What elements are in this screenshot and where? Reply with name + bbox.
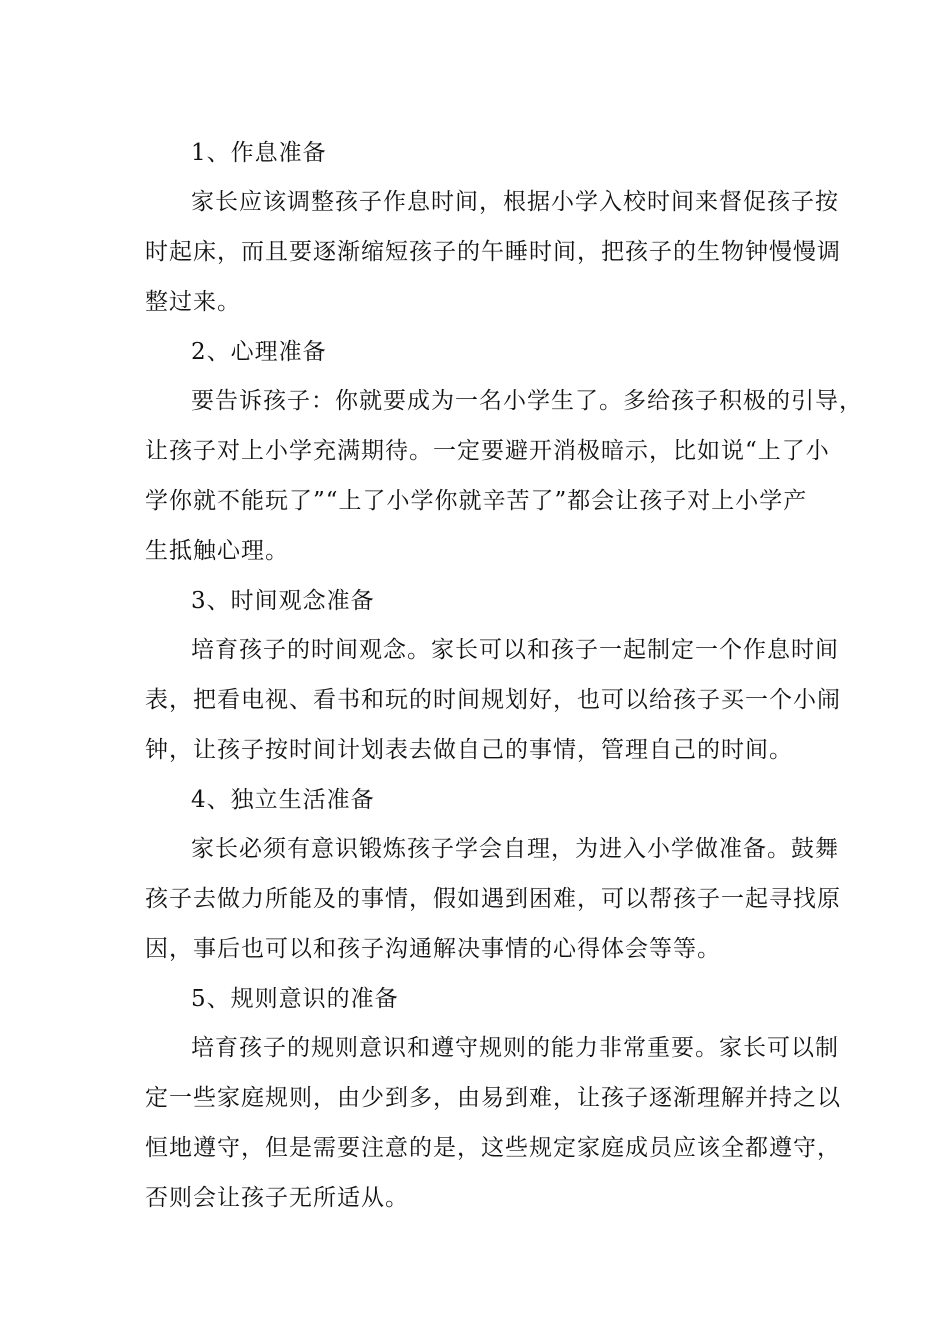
section-heading: 1、作息准备 [191,140,327,166]
paragraph-line: 时起床，而且要逐渐缩短孩子的午睡时间，把孩子的生物钟慢慢调 [145,239,841,265]
paragraph-line: 孩子去做力所能及的事情，假如遇到困难，可以帮孩子一起寻找原 [145,886,841,912]
paragraph-line: 要告诉孩子：你就要成为一名小学生了。多给孩子积极的引导， [191,388,863,414]
paragraph-line: 定一些家庭规则，由少到多，由易到难，让孩子逐渐理解并持之以 [145,1085,841,1111]
paragraph-line: 学你就不能玩了”“上了小学你就辛苦了”都会让孩子对上小学产 [145,488,808,514]
section-heading: 5、规则意识的准备 [191,986,399,1012]
paragraph-line: 让孩子对上小学充满期待。一定要避开消极暗示，比如说“上了小 [145,438,830,464]
paragraph-line: 生抵触心理。 [145,538,289,564]
paragraph-line: 表，把看电视、看书和玩的时间规划好，也可以给孩子买一个小闹 [145,687,841,713]
paragraph-line: 培育孩子的时间观念。家长可以和孩子一起制定一个作息时间 [191,637,839,663]
paragraph-line: 钟，让孩子按时间计划表去做自己的事情，管理自己的时间。 [145,737,793,763]
paragraph-line: 因，事后也可以和孩子沟通解决事情的心得体会等等。 [145,936,721,962]
paragraph-line: 家长必须有意识锻炼孩子学会自理，为进入小学做准备。鼓舞 [191,836,839,862]
section-heading: 3、时间观念准备 [191,588,375,614]
paragraph-line: 家长应该调整孩子作息时间，根据小学入校时间来督促孩子按 [191,189,839,215]
section-heading: 4、独立生活准备 [191,787,375,813]
paragraph-line: 整过来。 [145,289,241,315]
paragraph-line: 否则会让孩子无所适从。 [145,1185,409,1211]
section-heading: 2、心理准备 [191,339,327,365]
paragraph-line: 恒地遵守，但是需要注意的是，这些规定家庭成员应该全都遵守， [145,1135,841,1161]
paragraph-line: 培育孩子的规则意识和遵守规则的能力非常重要。家长可以制 [191,1035,839,1061]
